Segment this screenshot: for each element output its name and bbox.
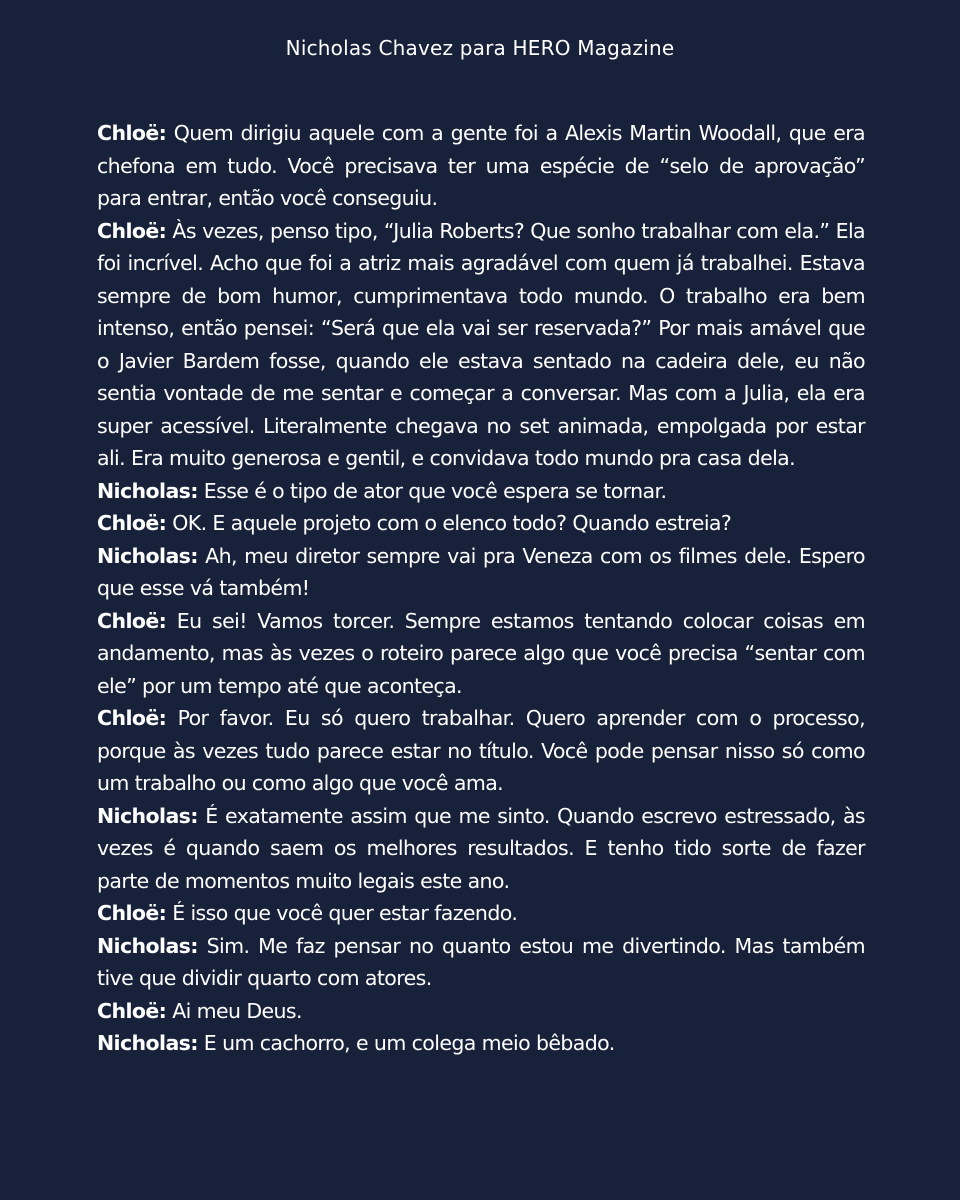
line-text: Ah, meu diretor sempre vai pra Veneza com os filmes dele. Espero que esse vá também! (97, 543, 865, 600)
speaker-name: Nicholas: (97, 543, 198, 568)
transcript-line (97, 800, 865, 898)
speaker-name: Nicholas: (97, 803, 198, 828)
transcript-line (97, 702, 865, 800)
line-text: Esse é o tipo de ator que você espera se tornar. (203, 478, 667, 503)
line-text: Por favor. Eu só quero trabalhar. Quero aprender com o processo, porque às vezes tudo parece estar no título. Você pode pensar nisso só como um trabalho ou como algo que você ama. (97, 706, 865, 795)
speaker-name: Chloë: (97, 121, 167, 145)
speaker-name: Chloë: (97, 608, 167, 633)
line-text: Eu sei! Vamos torcer. Sempre estamos tentando colocar coisas em andamento, mas às vezes o roteiro parece algo que você precisa “sentar com ele” por um tempo até que aconteça. (97, 608, 866, 698)
line-text: OK. E aquele projeto com o elenco todo? Quando estreia? (172, 511, 732, 535)
speaker-name: Nicholas: (97, 1031, 198, 1055)
transcript-line (97, 1027, 865, 1060)
line-text: Às vezes, penso tipo, “Julia Roberts? Que sonho trabalhar com ela.” Ela foi incrível. Acho que foi a atriz mais agradável com quem já trabalhei. Estava sempre de bom humor, cumprimentava todo mundo. O trabalho era bem intenso, então pensei: “Será que ela vai ser reservada?” Por mais amável que o Javier Bardem fosse, quando ele estava sentado na cadeira dele, eu não sentia vontade de me sentar e começar a conversar. Mas com a Julia, ela era super acessível. Literalmente chegava no set animada, empolgada por estar ali. Era muito generosa e gentil, e convidava todo mundo pra casa dela. (97, 218, 866, 470)
transcript-line (97, 507, 865, 540)
line-text: Ai meu Deus. (172, 998, 302, 1023)
speaker-name: Chloë: (97, 218, 167, 243)
page-title: Nicholas Chavez para HERO Magazine (285, 36, 675, 60)
transcript-line (97, 540, 865, 605)
transcript-line (97, 995, 865, 1028)
speaker-name: Nicholas: (97, 933, 198, 958)
transcript-line (97, 605, 865, 703)
transcript-line (97, 897, 865, 930)
speaker-name: Chloë: (97, 998, 167, 1023)
transcript-line (97, 117, 865, 215)
speaker-name: Nicholas: (97, 478, 198, 503)
line-text: Sim. Me faz pensar no quanto estou me divertindo. Mas também tive que dividir quarto com atores. (97, 933, 865, 990)
line-text: É exatamente assim que me sinto. Quando escrevo estressado, às vezes é quando saem os melhores resultados. E tenho tido sorte de fazer parte de momentos muito legais este ano. (97, 803, 865, 893)
speaker-name: Chloë: (97, 511, 167, 535)
line-text: E um cachorro, e um colega meio bêbado. (203, 1031, 615, 1055)
line-text: É isso que você quer estar fazendo. (172, 901, 518, 925)
transcript-line (97, 475, 865, 508)
speaker-name: Chloë: (97, 706, 167, 730)
transcript-line (97, 930, 865, 995)
transcript-line (97, 215, 865, 475)
line-text: Quem dirigiu aquele com a gente foi a Alexis Martin Woodall, que era chefona em tudo. Você precisava ter uma espécie de “selo de aprovação” para entrar, então você conseguiu. (97, 121, 865, 210)
speaker-name: Chloë: (97, 901, 167, 925)
interview-transcript (97, 117, 865, 1060)
